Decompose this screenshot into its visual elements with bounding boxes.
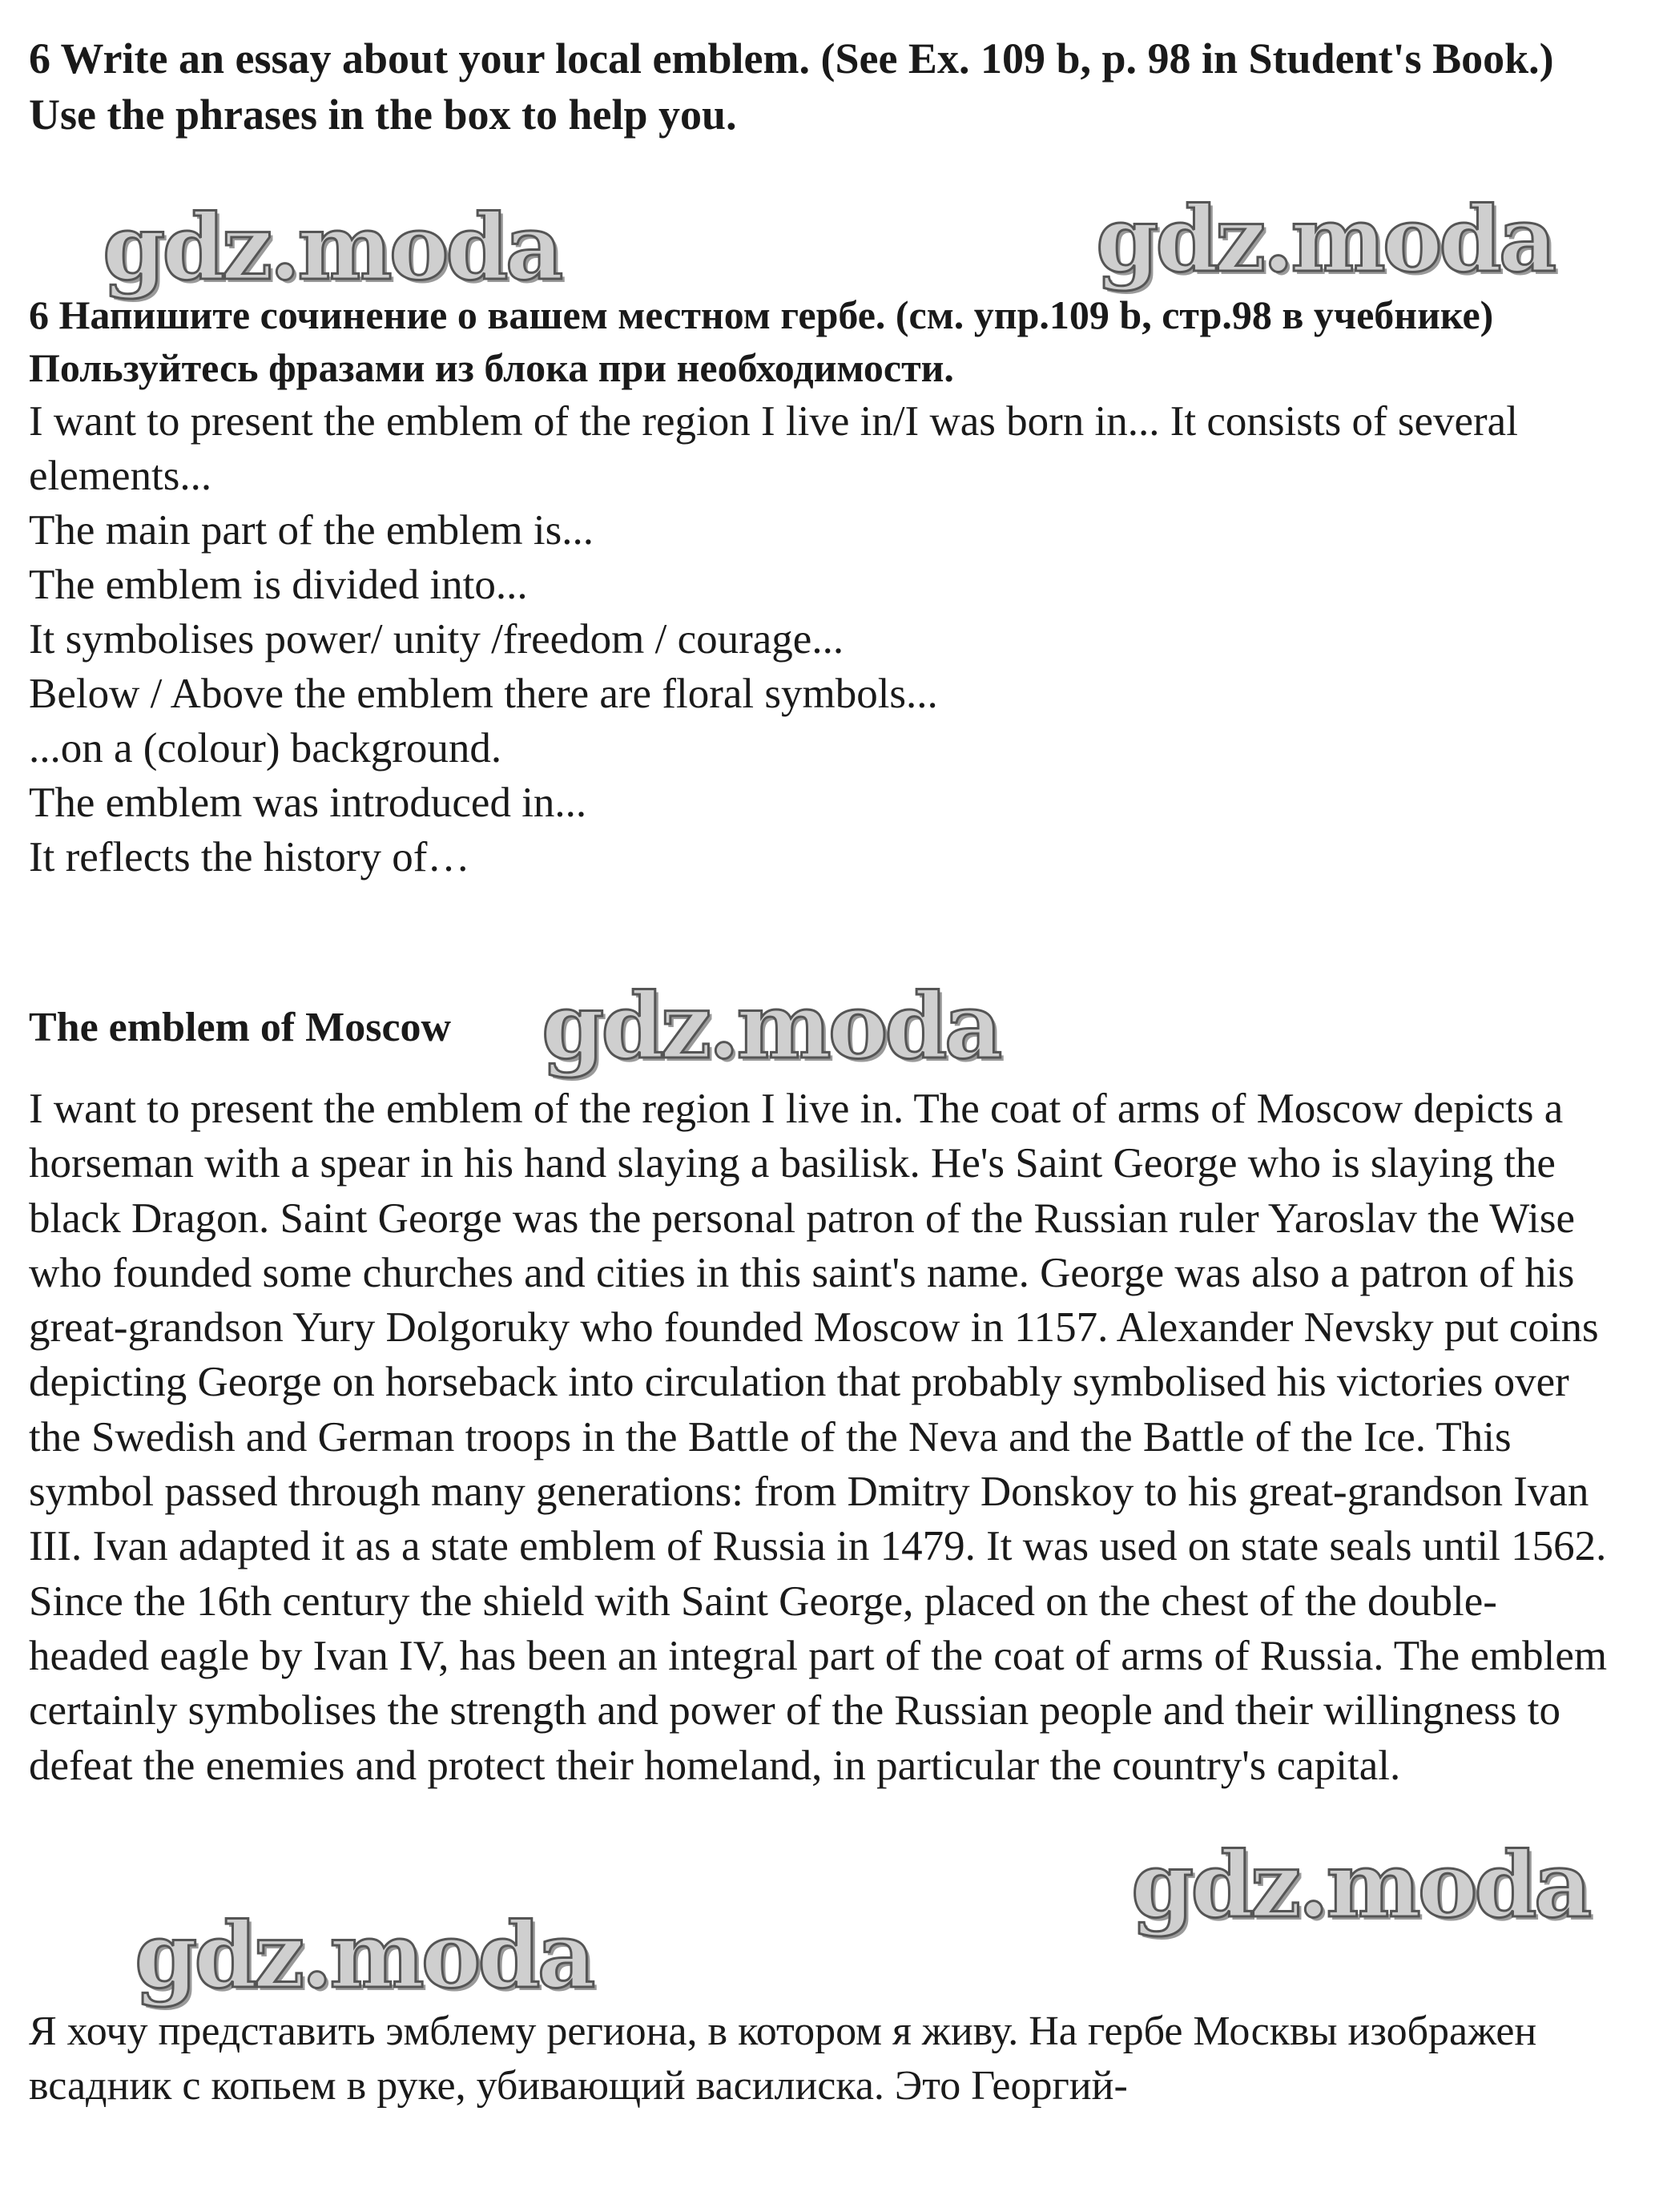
watermark: gdz.moda	[1096, 187, 1554, 292]
phrase-line: It symbolises power/ unity /freedom / courage...	[29, 616, 844, 663]
phrase-line: ...on a (colour) background.	[29, 725, 502, 772]
task-title-russian: 6 Напишите сочинение о вашем местном гербе. (см. упр.109 b, стр.98 в учебнике) Пользуйтесь фразами из блока при необходимости.	[29, 292, 1494, 390]
watermark: gdz.moda	[103, 195, 561, 300]
phrase-line: It reflects the history of…	[29, 834, 470, 880]
phrase-line: The emblem is divided into...	[29, 562, 528, 608]
phrase-line: Below / Above the emblem there are floral symbols...	[29, 671, 938, 717]
task-title-english: 6 Write an essay about your local emblem. (See Ex. 109 b, p. 98 in Student's Book.) Use the phrases in the box to help you.	[29, 34, 1554, 139]
essay-russian: Я хочу представить эмблему региона, в котором я живу. На гербе Москвы изображен всадник с копьем в руке, убивающий василиска. Это Георгий-	[29, 2009, 1537, 2109]
watermark: gdz.moda	[135, 1904, 593, 2009]
essay-english: I want to present the emblem of the region I live in. The coat of arms of Moscow depicts a horseman with a spear in his hand slaying a basilisk. He's Saint George who is slaying the black Dragon. Saint George was the personal patron of the Russian ruler Yaroslav the Wise who founded some churches and cities in this saint's name. George was also a patron of his great-grandson Yury Dolgoruky who founded Moscow in 1157. Alexander Nevsky put coins depicting George on horseback into circulation that probably symbolised his victories over the Swedish and German troops in the Battle of the Neva and the Battle of the Ice. This symbol passed through many generations: from Dmitry Donskoy to his great-grandson Ivan III. Ivan adapted it as a state emblem of Russia in 1479. It was used on state seals until 1562. Since the 16th century the shield with Saint George, placed on the chest of the double-headed eagle by Ivan IV, has been an integral part of the coat of arms of Russia. The emblem certainly symbolises the strength and power of the Russian people and their willingness to defeat the enemies and protect their homeland, in particular the country's capital.	[29, 1086, 1608, 1789]
phrase-line: I want to present the emblem of the region I live in/I was born in... It consists of several elements...	[29, 398, 1518, 499]
phrase-box	[29, 394, 1611, 884]
phrase-line: The main part of the emblem is...	[29, 507, 594, 554]
watermark: gdz.moda	[1131, 1833, 1589, 1938]
watermark: gdz.moda	[542, 974, 1000, 1079]
phrase-line: The emblem was introduced in...	[29, 780, 587, 826]
essay-title: The emblem of Moscow	[29, 1005, 452, 1050]
